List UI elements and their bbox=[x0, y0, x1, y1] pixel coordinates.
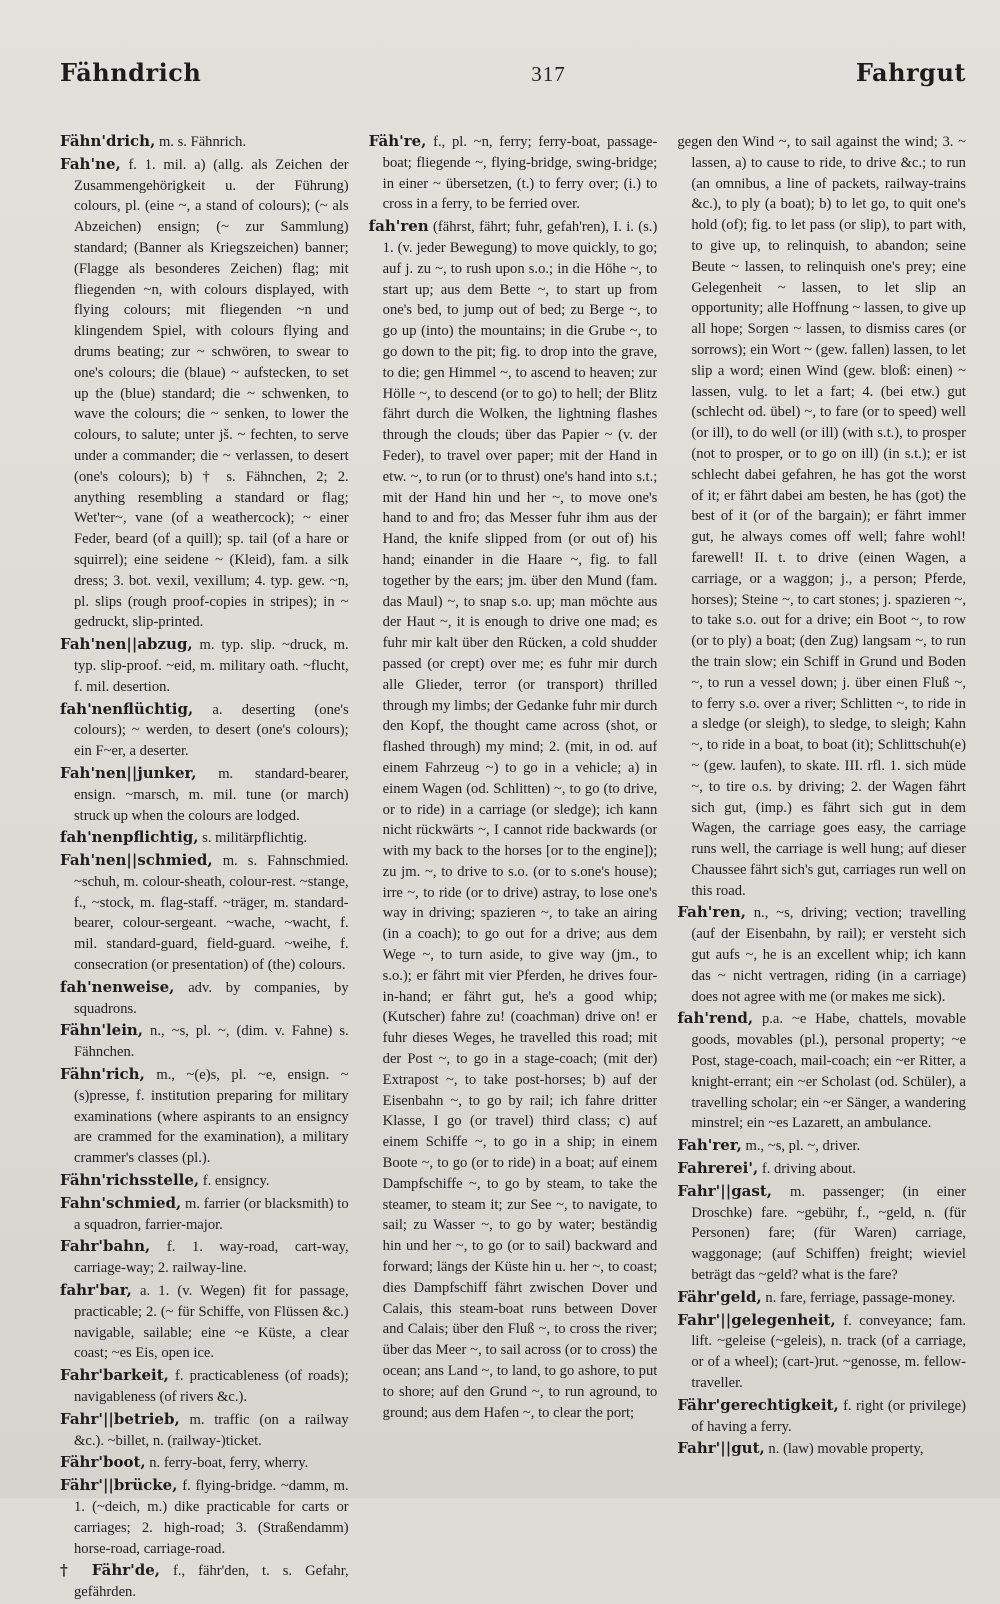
entry-definition: s. militärpflichtig. bbox=[198, 830, 308, 847]
entry-headword: Fah'ne, bbox=[60, 154, 121, 173]
dictionary-entry bbox=[677, 1310, 966, 1394]
entry-headword: Fahr'||gut, bbox=[677, 1439, 765, 1458]
dictionary-entry bbox=[60, 1064, 349, 1169]
dictionary-entry bbox=[60, 1193, 349, 1236]
entry-definition: a. 1. (v. Wegen) fit for passage, practicable; 2. (~ für Schiffe, von Flüssen &c.) navigable, sailable; eine ~e Küste, a clear coast; ~es Eis, open ice. bbox=[74, 1283, 349, 1362]
entry-headword: Fah'nen||schmied, bbox=[60, 851, 213, 870]
dictionary-entry bbox=[60, 154, 349, 633]
entry-headword: Fähr'geld, bbox=[677, 1287, 762, 1306]
dictionary-entry bbox=[60, 1409, 349, 1452]
entry-headword: fahr'bar, bbox=[60, 1281, 132, 1300]
entry-headword: Fähr'boot, bbox=[60, 1453, 146, 1472]
dictionary-entry bbox=[60, 850, 349, 976]
entry-definition: (fährst, fährt; fuhr, gefah'ren), I. i. (s.) 1. (v. jeder Bewegung) to move quickly, to go; auf j. zu ~, to rush upon s.o.; in die Höhe ~, to start up; aus dem Bette ~, to start up from one's bed, to jump out of bed; zu Berge ~, to go up (into) the mountains; in die Grube ~, to go down to the pit; fig. to drop into the grave, to die; gen Himmel ~, to ascend to heaven; zur Hölle ~, to descend (or to go) to hell; der Blitz fährt durch die Wolken, the lightning flashes through the clouds; über das Papier ~ (v. der Feder), to travel over paper; mit der Hand in etw. ~, to run (or to thrust) one's hand into s.t.; mit der Hand hin und her ~, to move one's hand to and fro; das Messer fuhr ihm aus der Hand, the knife slipped from (or out of) his hand; einander in die Haare ~, fig. to fall together by the ears; jm. über den Mund (fam. das Maul) ~, to snap s.o. up; man möchte aus der Haut ~, it is enough to drive one mad; es fuhr mir kalt über den Rücken, a cold shudder passed (or crept) over me; es fuhr mir durch alle Glieder, terror (or transport) thrilled through my limbs; der Gedanke fuhr mir durch den Kopf, the thought came across (shot, or flashed through) my mind; 2. (mit, in od. auf einem Fahrzeug ~) to go in a vehicle; a) in einem Wagen (od. Schlitten) ~, to go (to drive, or to ride) in a carriage (or sledge); ich kann nicht rückwärts ~, I cannot ride backwards (or with my back to the horses [or to the engine]); zu jm. ~, to drive to s.o. (or to s.one's house); irre ~, to ride (or to drive) astray, to lose one's way in driving; spazieren ~, to take an airing (in a coach); to go out for a drive; aus dem Wege ~, to turn aside, to give way (jm., to s.o.); er fährt mit vier Pferden, he drives four-in-hand; er fährt gut, he's a good whip; (Kutscher) fahre zu! (coachman) drive on! er fuhr dieses Weges, he travelled this road; mit der Post ~, to go in a stage-coach; (mit der) Extrapost ~, to take post-horses; b) auf der Eisenbahn ~, to go by rail; ich fahre dritter Klasse, I go (or travel) third class; c) auf einem Schiffe ~, to go in a ship; in einem Boote ~, to go (or to ride) in a boat; auf einem Dampfschiffe ~, to go by steam, to take the steamer, to steam it; zur See ~, to navigate, to sail; zu Wasser ~, to go by water; beständig hin und her ~, to go (or to sail) backward and forward; längs der Küste hin u. her ~, to coast; dies Dampfschiff fährt zwischen Dover und Calais, this steam-boat runs between Dover and Calais; über den Fluß ~, to cross the river; über das Meer ~, to sail across (or to cross) the ocean; ans Land ~, to land, to go ashore, to put to shore; auf den Grund ~, to run aground, to ground; aus dem Hafen ~, to clear the port; bbox=[382, 219, 658, 1421]
dictionary-entry bbox=[677, 1438, 966, 1460]
entry-definition: m. typ. slip. ~druck, m. typ. slip-proof. ~eid, m. military oath. ~flucht, f. mil. desertion. bbox=[74, 637, 349, 695]
dictionary-entry bbox=[60, 1560, 349, 1603]
entry-headword: Fahr'bahn, bbox=[60, 1237, 151, 1256]
dictionary-entry bbox=[677, 902, 966, 1007]
entry-headword: Fahr'||gast, bbox=[677, 1181, 772, 1200]
entry-definition: f. 1. way-road, cart-way, carriage-way; 2. railway-line. bbox=[74, 1239, 349, 1277]
entry-headword: Fahrerei', bbox=[677, 1159, 759, 1178]
dictionary-entry bbox=[60, 1365, 349, 1408]
dictionary-entry bbox=[677, 1008, 966, 1134]
running-head-left: Fähndrich bbox=[60, 58, 202, 87]
dictionary-entry bbox=[60, 131, 349, 153]
entry-headword: Fah'ren, bbox=[677, 903, 746, 922]
entry-headword: Fahr'||gelegenheit, bbox=[677, 1310, 836, 1329]
entry-headword: fah'nenpflichtig, bbox=[60, 828, 199, 847]
entry-headword: Fähn'richsstelle, bbox=[60, 1171, 200, 1190]
entry-headword: Fah'rer, bbox=[677, 1136, 742, 1155]
entry-definition: gegen den Wind ~, to sail against the wind; 3. ~ lassen, a) to cause to ride, to drive &c.; to run (an omnibus, a line of packets, railway-trains &c.), to ply (a boat); b) to let go, to quit one's hold (of); fig. to let pass (or slip), to part with, to give up, to relinquish, to abandon; seine Beute ~ lassen, to relinquish one's prey; eine Gelegenheit ~ lassen, to let slip an opportunity; alle Hoffnung ~ lassen, to give up all hope; Sorgen ~ lassen, to dismiss cares (or sorrows); ein Wort ~ (gew. fallen) lassen, to let slip a word; einen Wind (gew. bloß: einen) ~ lassen, vulg. to let a fart; 4. (bei etw.) gut (schlecht od. übel) ~, to fare (or to speed) well (or ill), to do well (or ill) (with s.t.), to prosper (not to prosper, or to go on ill) (in s.t.); er ist schlecht dabei gefahren, he has got the worst of it; er fährt dabei am besten, he has (got) the best of it (or of the bargain); er fährt immer gut, he always comes off well; fahre wohl! farewell! II. t. to drive (einen Wagen, a carriage, or a waggon; j., a person; Pferde, horses); Steine ~, to cart stones; j. spazieren ~, to take s.o. out for a drive; ein Boot ~, to row (or to ply) a boat; (den Zug) langsam ~, to run the train slow; ein Schiff in Grund und Boden ~, to run a vessel down; j. über einen Fluß ~, to ferry s.o. over a river; Schlitten ~, to ride in a sledge (or sleigh), to sledge, to sleigh; Kahn ~, to ride in a boat, to boat (it); Schlittschuh(e) ~ (gew. laufen), to skate. III. rfl. 1. sich müde ~, to tire o.s. by driving; 2. der Wagen fährt sich gut, (imp.) es fährt sich gut in dem Wagen, the carriage goes easy, the carriage runs well, the carriage is well hung; auf dieser Chaussee fährt sich's gut, carriages run well on this road. bbox=[677, 134, 966, 899]
entry-definition: n., ~s, driving; vection; travelling (auf der Eisenbahn, by rail); er versteht sich gut aufs ~, he is an excellent whip; ich kann das ~ nicht vertragen, riding (in a carriage) does not agree with me (or makes me sick). bbox=[691, 905, 966, 1005]
entry-headword: fah'nenflüchtig, bbox=[60, 699, 194, 718]
dictionary-entry bbox=[677, 1158, 966, 1180]
entry-definition: adv. by companies, by squadrons. bbox=[74, 979, 349, 1017]
entry-definition: a. deserting (one's colours); ~ werden, to desert (one's colours); ein F~er, a deserter. bbox=[74, 701, 349, 760]
dictionary-entry bbox=[677, 1181, 966, 1286]
entry-definition: f. flying-bridge. ~damm, m. 1. (~deich, m.) dike practicable for carts or carriages; 2. high-road; 3. (Straßendamm) horse-road, carriage-road. bbox=[74, 1478, 349, 1557]
entry-definition: m. standard-bearer, ensign. ~marsch, m. mil. tune (or march) struck up when the colours are lodged. bbox=[74, 765, 349, 824]
entry-headword: Fah'nen||abzug, bbox=[60, 635, 193, 654]
entry-definition: f., fähr'den, t. s. Gefahr, gefährden. bbox=[74, 1563, 349, 1601]
entry-headword: fah'ren bbox=[368, 217, 429, 236]
dictionary-entry bbox=[677, 1287, 966, 1309]
dictionary-entry bbox=[60, 1452, 349, 1474]
page-header bbox=[60, 58, 966, 87]
page-number: 317 bbox=[531, 62, 566, 86]
entry-definition: f. 1. mil. a) (allg. als Zeichen der Zusammengehörigkeit u. der Führung) colours, pl. (eine ~, a stand of colours); (~ als Abzeichen) ensign; (~ zur Sammlung) standard; (Banner als Kriegszeichen) banner; (Flagge als besonderes Zeichen) flag; mit fliegenden ~n, with colours displayed, with flying colours; mit fliegenden ~n und klingendem Spiel, with colours flying and drums beating; zur ~ schwören, to swear to one's colours; die (blaue) ~ aufstecken, to set up the (blue) standard; die ~ schwenken, to wave the colours; die ~ senken, to lower the colours, to salute; unter jš. ~ fechten, to serve under a commander; die ~ verlassen, to desert (one's colours); b) † s. Fähnchen, 2; 2. anything resembling a standard or flag; Wet'ter~, vane (of a weathercock); ~ einer Feder, beard (of a quill); sp. tail (of a hare or squirrel); eine seidene ~ (Kleid), fam. a silk dress; 3. bot. vexil, vexillum; 4. typ. gew. ~n, pl. slips (rough proof-copies in stripes); in ~ gedruckt, slip-printed. bbox=[74, 156, 349, 631]
entry-definition: n., ~s, pl. ~, (dim. v. Fahne) s. Fähnchen. bbox=[74, 1023, 349, 1061]
entry-definition: m. s. Fähnrich. bbox=[155, 134, 247, 150]
entry-headword: Fähr'||brücke, bbox=[60, 1476, 178, 1495]
running-head-right: Fahrgut bbox=[855, 58, 966, 87]
entry-definition: f. driving about. bbox=[758, 1161, 856, 1178]
entry-definition: m. s. Fahnschmied. ~schuh, m. colour-sheath, colour-rest. ~stange, f., ~stock, m. flag-staff. ~träger, m. standard-bearer, colour-sergeant. ~wache, ~wacht, f. mil. standard-guard, field-guard. ~weihe, f. consecration (or presentation) of (the) colours. bbox=[74, 853, 349, 974]
entry-definition: f. ensigncy. bbox=[199, 1173, 270, 1190]
dictionary-entry bbox=[60, 1170, 349, 1192]
entry-headword: Fähn'lein, bbox=[60, 1021, 144, 1040]
entry-headword: † Fähr'de, bbox=[60, 1561, 160, 1580]
dictionary-entry bbox=[677, 1135, 966, 1157]
dictionary-entry bbox=[60, 763, 349, 826]
column-2 bbox=[369, 131, 658, 1604]
dictionary-entry bbox=[677, 1395, 966, 1438]
dictionary-entry bbox=[677, 131, 966, 901]
entry-definition: m., ~s, pl. ~, driver. bbox=[741, 1138, 861, 1155]
entry-headword: Fähr'gerechtigkeit, bbox=[677, 1395, 839, 1414]
dictionary-entry bbox=[369, 216, 658, 1423]
dictionary-entry bbox=[60, 1236, 349, 1279]
dictionary-entry bbox=[369, 131, 658, 215]
dictionary-entry bbox=[60, 1020, 349, 1063]
entry-definition: n. ferry-boat, ferry, wherry. bbox=[145, 1455, 309, 1472]
column-3 bbox=[677, 131, 966, 1604]
entry-definition: n. (law) movable property, bbox=[764, 1441, 924, 1458]
text-columns bbox=[60, 131, 966, 1604]
entry-headword: Fähn'rich, bbox=[60, 1065, 145, 1084]
dictionary-entry bbox=[60, 977, 349, 1020]
entry-headword: Fähn'drich, bbox=[60, 132, 156, 150]
entry-definition: n. fare, ferriage, passage-money. bbox=[761, 1289, 956, 1306]
entry-headword: Fahr'||betrieb, bbox=[60, 1409, 180, 1428]
entry-definition: f., pl. ~n, ferry; ferry-boat, passage-boat; fliegende ~, flying-bridge, swing-bridge; in einer ~ übersetzen, (t.) to ferry over; (i.) to cross in a ferry, to be ferried over. bbox=[382, 134, 658, 213]
entry-headword: Fäh're, bbox=[368, 132, 427, 150]
entry-definition: f. right (or privilege) of having a ferry. bbox=[691, 1397, 966, 1435]
entry-headword: Fahn'schmied, bbox=[60, 1193, 182, 1212]
dictionary-entry bbox=[60, 634, 349, 697]
dictionary-entry bbox=[60, 1475, 349, 1559]
entry-definition: m. farrier (or blacksmith) to a squadron, farrier-major. bbox=[74, 1195, 349, 1233]
dictionary-entry bbox=[60, 827, 349, 849]
column-1 bbox=[60, 131, 349, 1604]
entry-headword: fah'nenweise, bbox=[60, 977, 175, 996]
dictionary-entry bbox=[60, 1280, 349, 1364]
entry-headword: fah'rend, bbox=[677, 1009, 754, 1028]
dictionary-entry bbox=[60, 699, 349, 762]
entry-headword: Fah'nen||junker, bbox=[60, 763, 197, 782]
entry-definition: f. practicableness (of roads); navigableness (of rivers &c.). bbox=[74, 1368, 349, 1406]
entry-definition: m. traffic (on a railway &c.). ~billet, n. (railway-)ticket. bbox=[74, 1411, 349, 1449]
entry-headword: Fahr'barkeit, bbox=[60, 1366, 169, 1385]
entry-definition: m., ~(e)s, pl. ~e, ensign. ~(s)presse, f. institution preparing for military examinations (where aspirants to an ensigncy are crammed for the examination), a military crammer's classes (pl.). bbox=[74, 1067, 349, 1167]
entry-definition: f. conveyance; fam. lift. ~geleise (~geleis), n. track (of a carriage, or of a wheel); (cart-)rut. ~genosse, m. fellow-traveller. bbox=[691, 1312, 966, 1392]
entry-definition: m. passenger; (in einer Droschke) fare. ~gebühr, f., ~geld, n. (für Personen) fare; (für Waren) carriage, waggonage; (auf Schiffen) freight; wieviel beträgt das ~geld? what is the fare? bbox=[691, 1183, 966, 1284]
entry-definition: p.a. ~e Habe, chattels, movable goods, movables (pl.), personal property; ~e Post, stage-coach, mail-coach; ein ~er Ritter, a knight-errant; ein ~er Scholast (od. Schüler), a travelling scholar; ein ~er Sänger, a wandering minstrel; ein ~es Lazarett, an ambulance. bbox=[691, 1011, 966, 1132]
